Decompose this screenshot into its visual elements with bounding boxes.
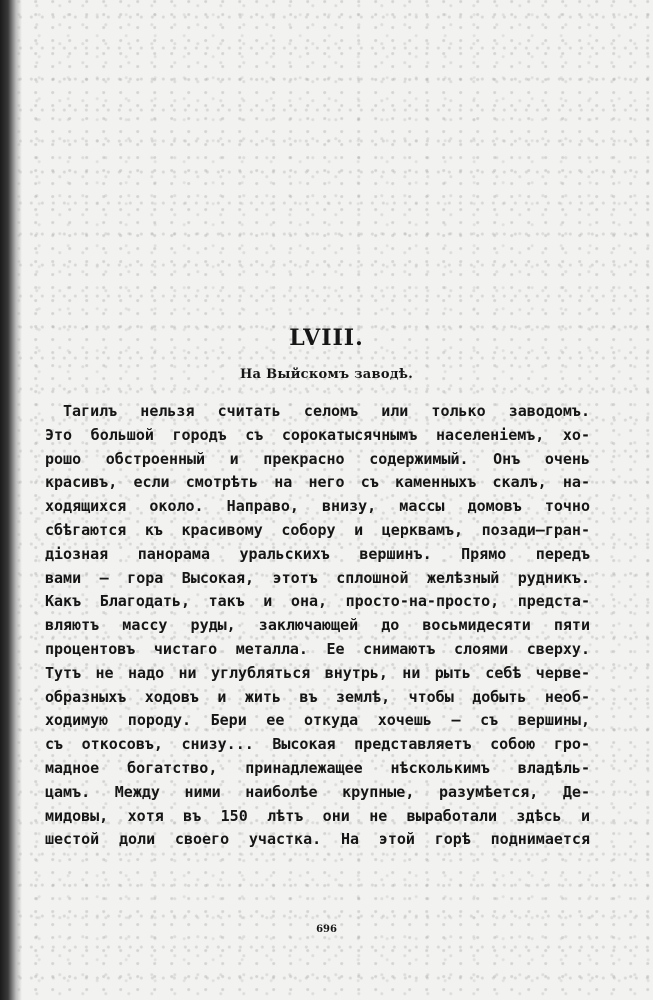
text-line: шестой доли своего участка. На этой горѣ поднимается <box>45 830 590 849</box>
text-line: Какъ Благодать, такъ и она, просто-на-просто, предста- <box>45 592 590 611</box>
text-line: Тагилъ нельзя считать селомъ или только заводомъ. <box>63 402 590 420</box>
text-line: процентовъ чистаго металла. Ее снимаютъ слоями сверху. <box>45 639 590 658</box>
text-line: рошо обстроенный и прекрасно содержимый. Онъ очень <box>45 449 590 468</box>
text-line: Это большой городъ съ сорокатысячнымъ населеніемъ, хо- <box>45 425 590 444</box>
text-line: ходящихся около. Направо, внизу, массы домовъ точно <box>45 497 590 516</box>
text-line: образныхъ ходовъ и жить въ землѣ, чтобы добыть необ- <box>45 687 590 706</box>
text-line: съ откосовъ, снизу... Высокая представляетъ собою гро- <box>45 735 590 754</box>
text-line: мадное богатство, принадлежащее нѣсколькимъ владѣль- <box>45 758 590 777</box>
text-line: сбѣгаются къ красивому собору и церквамъ, позади—гран- <box>45 520 590 539</box>
page-number: 696 <box>316 924 337 935</box>
text-line: вляютъ массу руды, заключающей до восьмидесяти пяти <box>45 616 590 635</box>
page-binding-edge <box>0 0 22 1000</box>
text-line: вами — гора Высокая, этотъ сплошной желѣзный рудникъ. <box>45 568 590 587</box>
chapter-number: LVIII. <box>289 325 364 351</box>
text-line: красивъ, если смотрѣть на него съ каменныхъ скалъ, на- <box>45 473 590 492</box>
text-line: Тутъ не надо ни углубляться внутрь, ни рыть себѣ черве- <box>45 663 590 682</box>
text-line: ходимую породу. Бери ее откуда хочешь — съ вершины, <box>45 711 590 730</box>
text-line: діозная панорама уральскихъ вершинъ. Прямо передъ <box>45 544 590 563</box>
text-line: мидовы, хотя въ 150 лѣтъ они не выработали здѣсь и <box>45 806 590 825</box>
body-paragraph <box>45 400 590 852</box>
text-line: цамъ. Между ними наиболѣе крупные, разумѣется, Де- <box>45 782 590 801</box>
chapter-title: На Выйскомъ заводѣ. <box>239 367 414 382</box>
